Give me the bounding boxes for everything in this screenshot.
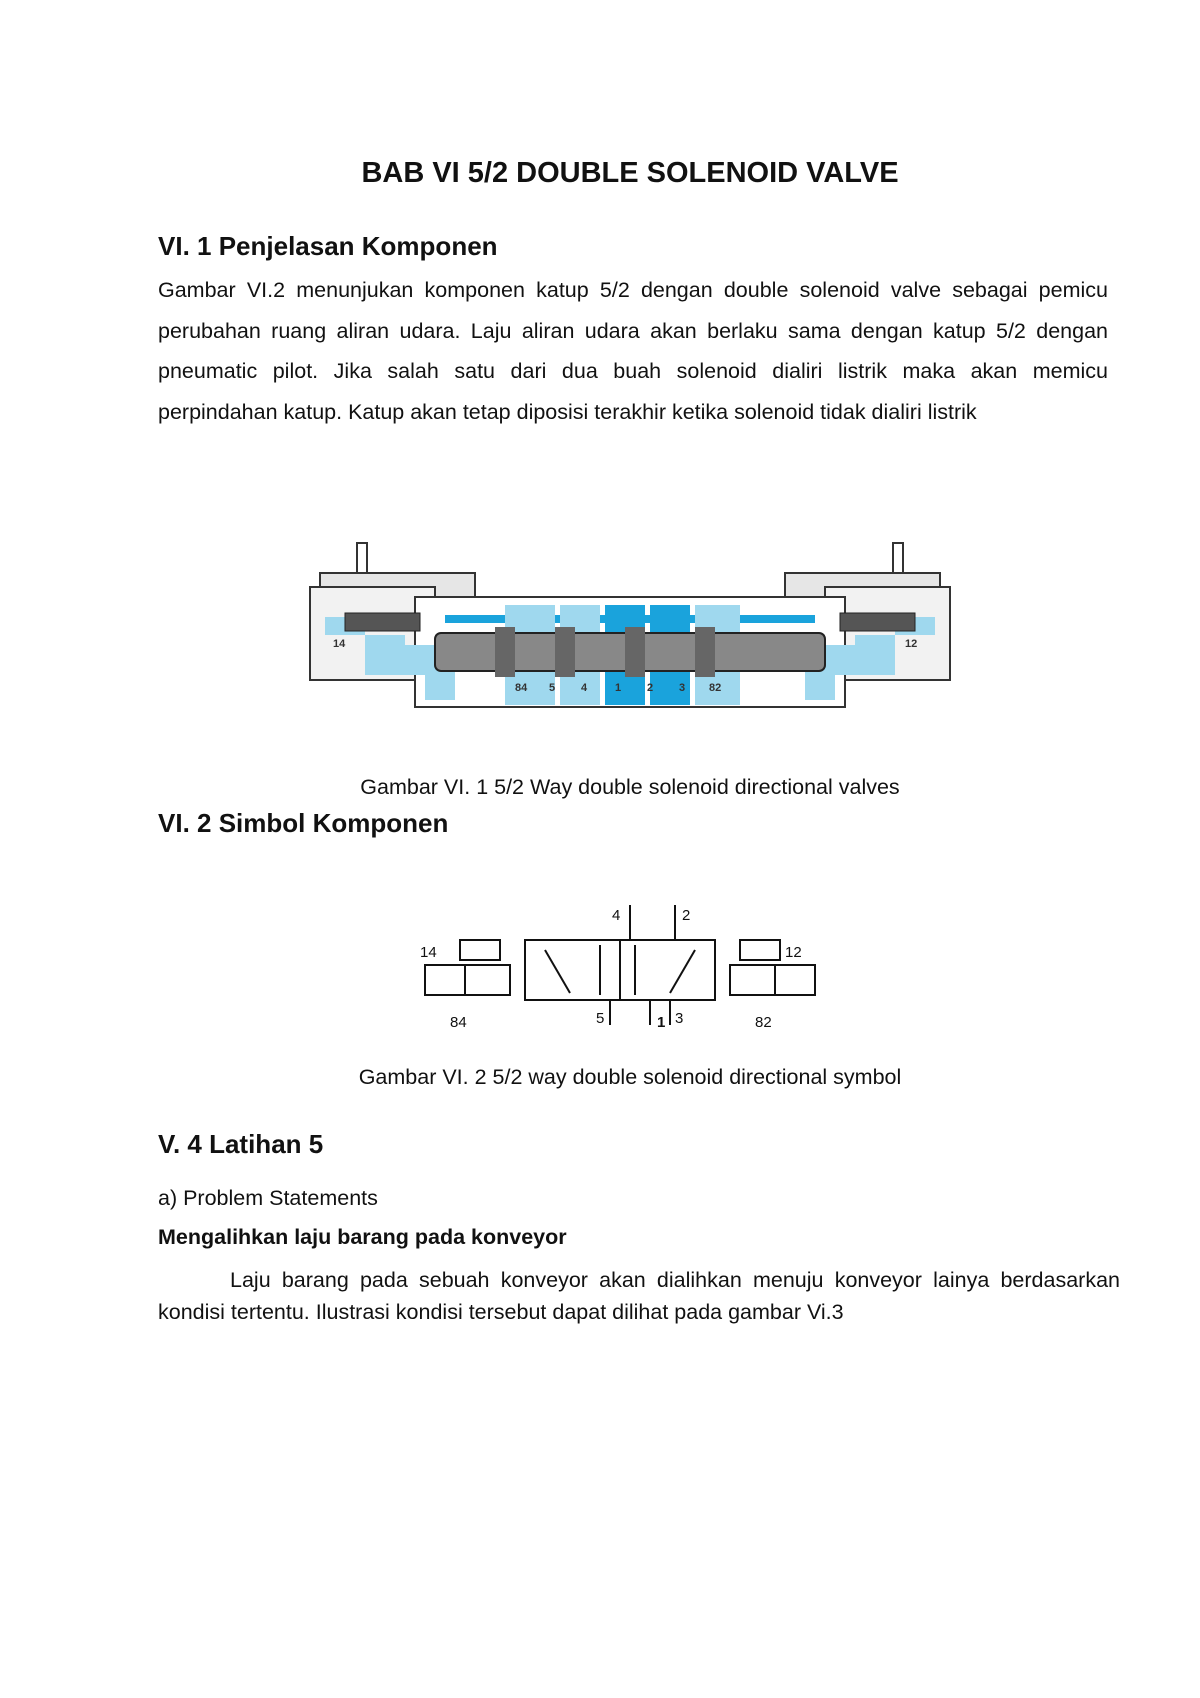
pilot-box-right — [740, 940, 780, 960]
symbol-label-1: 1 — [657, 1014, 666, 1031]
section-heading-latihan: V. 4 Latihan 5 — [158, 1129, 324, 1159]
section-heading-penjelasan: VI. 1 Penjelasan Komponen — [158, 231, 498, 261]
solenoid-left — [425, 965, 465, 995]
symbol-label-2: 2 — [682, 907, 691, 924]
pilot-left — [465, 965, 510, 995]
valve-cross-section-figure — [305, 525, 955, 760]
page-title: BAB VI 5/2 DOUBLE SOLENOID VALVE — [361, 157, 899, 189]
spool-land-3 — [625, 627, 645, 677]
right-plunger — [840, 613, 915, 631]
symbol-label-84: 84 — [450, 1014, 467, 1031]
problem-title: Mengalihkan laju barang pada konveyor — [158, 1225, 567, 1249]
symbol-label-14: 14 — [420, 944, 437, 961]
symbol-label-3: 3 — [675, 1010, 684, 1027]
symbol-label-82: 82 — [755, 1014, 772, 1031]
paragraph-penjelasan: Gambar VI.2 menunjukan komponen katup 5/2 dengan double solenoid valve sebagai pemicu perubahan ruang aliran udara. Laju aliran udara akan berlaku sama dengan katup 5/2 dengan pneumatic pilot. Jika salah satu dari dua buah solenoid dialiri listrik maka akan memicu perpindahan katup. Katup akan tetap diposisi terakhir ketika solenoid tidak dialiri listrik — [158, 278, 1108, 424]
spool-land-4 — [695, 627, 715, 677]
paragraph-latihan: Laju barang pada sebuah konveyor akan dialihkan menuju konveyor lainya berdasarkan kondisi tertentu. Ilustrasi kondisi tersebut dapat dilihat pada gambar Vi.3 — [158, 1268, 1120, 1324]
valve-square-left — [525, 940, 620, 1000]
section-heading-simbol: VI. 2 Simbol Komponen — [158, 808, 449, 838]
spool-land-2 — [555, 627, 575, 677]
port-label-5: 5 — [549, 682, 556, 694]
figure2-caption: Gambar VI. 2 5/2 way double solenoid directional symbol — [358, 1065, 902, 1089]
pilot-right — [730, 965, 775, 995]
port-label-1: 1 — [615, 682, 622, 694]
left-plunger — [345, 613, 420, 631]
port-label-right: 12 — [905, 638, 918, 650]
problem-statements-label: a) Problem Statements — [158, 1186, 378, 1210]
port-label-3: 3 — [679, 682, 686, 694]
port-label-2: 2 — [647, 682, 654, 694]
port-label-82: 82 — [709, 682, 722, 694]
arrow-left-diagonal — [545, 950, 570, 993]
port-label-84: 84 — [515, 682, 528, 694]
symbol-label-4: 4 — [612, 907, 621, 924]
valve-symbol-figure — [420, 905, 825, 1040]
right-solenoid-connector — [893, 543, 903, 573]
pilot-box-left — [460, 940, 500, 960]
arrow-right-diagonal — [670, 950, 695, 993]
spool-land-1 — [495, 627, 515, 677]
port-label-4: 4 — [581, 682, 588, 694]
symbol-label-12: 12 — [785, 944, 802, 961]
symbol-label-5: 5 — [596, 1010, 605, 1027]
port-label-left: 14 — [333, 638, 346, 650]
figure1-caption: Gambar VI. 1 5/2 Way double solenoid directional valves — [360, 775, 900, 799]
left-solenoid-connector — [357, 543, 367, 573]
solenoid-right — [775, 965, 815, 995]
